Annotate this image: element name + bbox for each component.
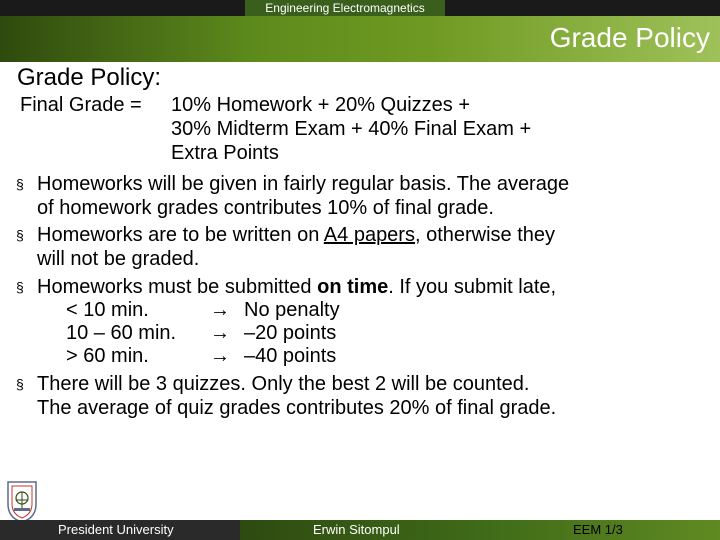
footer-page: EEM 1/3: [573, 522, 623, 537]
penalty-result: No penalty: [244, 299, 340, 321]
penalty-condition: < 10 min.: [66, 299, 149, 321]
penalty-arrow: →: [210, 299, 230, 321]
formula-lead: Final Grade =: [20, 94, 142, 116]
penalty-arrow: →: [210, 345, 230, 367]
formula-line-1: 10% Homework + 20% Quizzes +: [171, 94, 471, 116]
a4-papers-underlined: A4 papers: [323, 224, 415, 246]
bullet-marker: §: [16, 376, 24, 392]
footer-author: Erwin Sitompul: [313, 522, 400, 537]
bullet-3-line-1: Homeworks must be submitted on time. If you submit late,: [37, 276, 557, 298]
bullet-1-line-1: Homeworks will be given in fairly regular basis. The average: [37, 173, 570, 195]
slide-title: Grade Policy: [549, 22, 710, 53]
bullet-1-line-2: of homework grades contributes 10% of final grade.: [37, 197, 494, 219]
bullet-marker: §: [16, 227, 24, 243]
formula-line-3: Extra Points: [171, 142, 279, 164]
section-heading: Grade Policy:: [17, 64, 162, 91]
footer-university: President University: [58, 522, 174, 537]
penalty-result: –20 points: [244, 322, 337, 344]
penalty-condition: > 60 min.: [66, 345, 149, 367]
university-logo-icon: [4, 478, 40, 524]
bullet-marker: §: [16, 176, 24, 192]
bullet-4-line-2: The average of quiz grades contributes 20% of final grade.: [37, 397, 557, 419]
bullet-2-line-1: Homeworks are to be written on A4 papers, otherwise they: [37, 224, 556, 246]
penalty-condition: 10 – 60 min.: [66, 322, 177, 344]
course-title: Engineering Electromagnetics: [265, 1, 425, 15]
penalty-result: –40 points: [244, 345, 337, 367]
bullet-2-line-2: will not be graded.: [37, 248, 200, 270]
on-time-bold: on time: [317, 276, 389, 298]
penalty-arrow: →: [210, 322, 230, 344]
bullet-marker: §: [16, 279, 24, 295]
formula-line-2: 30% Midterm Exam + 40% Final Exam +: [171, 118, 532, 140]
bullet-4-line-1: There will be 3 quizzes. Only the best 2 will be counted.: [37, 373, 530, 395]
